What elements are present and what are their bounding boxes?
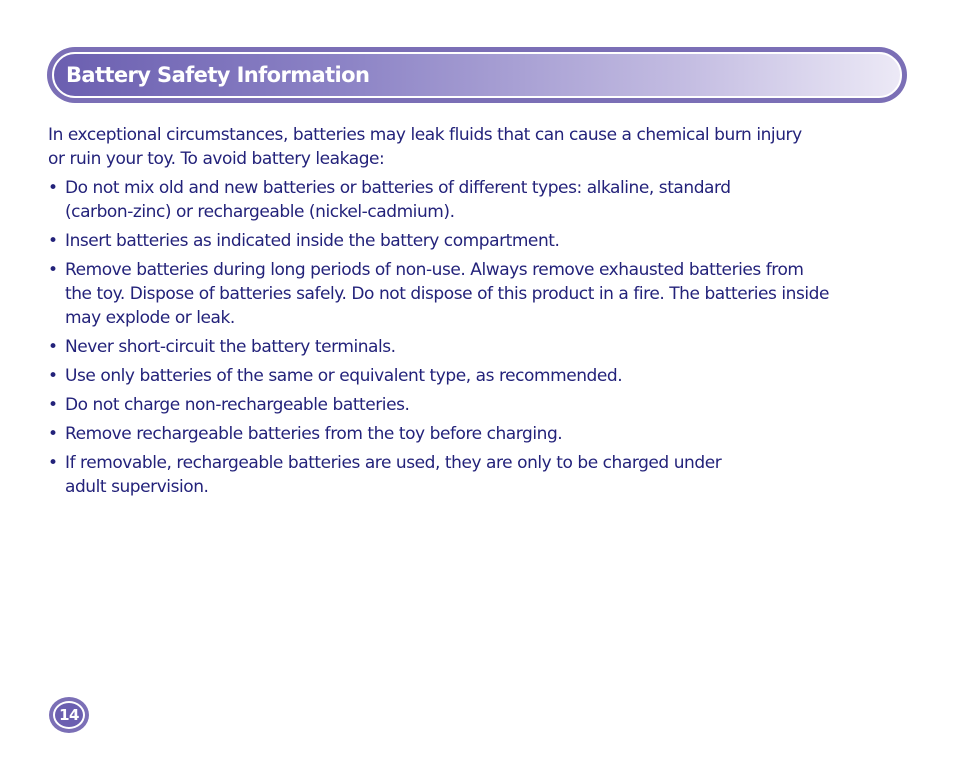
bullet-icon: •	[48, 395, 58, 415]
list-item-line: If removable, rechargeable batteries are used, they are only to be charged under	[65, 453, 722, 473]
list-item	[48, 176, 908, 224]
intro-line: or ruin your toy. To avoid battery leakage:	[48, 149, 385, 169]
list-item	[48, 393, 908, 417]
list-item-line: (carbon-zinc) or rechargeable (nickel-cadmium).	[65, 202, 455, 222]
bullet-icon: •	[48, 178, 58, 198]
list-item	[48, 364, 908, 388]
main-content	[48, 123, 908, 504]
bullet-icon: •	[48, 231, 58, 251]
list-item-line: Remove batteries during long periods of non-use. Always remove exhausted batteries from	[65, 260, 804, 280]
bullet-icon: •	[48, 453, 58, 473]
list-item-line: Never short-circuit the battery terminals.	[65, 337, 396, 357]
section-header-inner	[52, 52, 902, 98]
list-item-line: Insert batteries as indicated inside the battery compartment.	[65, 231, 560, 251]
section-title: Battery Safety Information	[66, 63, 370, 87]
list-item-line: Remove rechargeable batteries from the toy before charging.	[65, 424, 563, 444]
list-item	[48, 451, 908, 499]
list-item	[48, 422, 908, 446]
list-item-line: Use only batteries of the same or equivalent type, as recommended.	[65, 366, 623, 386]
list-item	[48, 335, 908, 359]
page-number-badge-inner	[53, 701, 85, 729]
section-header-bar	[47, 47, 907, 103]
list-item-line: the toy. Dispose of batteries safely. Do not dispose of this product in a fire. The batteries inside	[65, 284, 830, 304]
intro-paragraph	[48, 123, 908, 171]
bullet-icon: •	[48, 260, 58, 280]
bullet-icon: •	[48, 337, 58, 357]
intro-line: In exceptional circumstances, batteries may leak fluids that can cause a chemical burn injury	[48, 125, 802, 145]
list-item-line: Do not charge non-rechargeable batteries.	[65, 395, 410, 415]
list-item	[48, 258, 908, 330]
page-number: 14	[59, 706, 79, 724]
list-item-line: Do not mix old and new batteries or batteries of different types: alkaline, standard	[65, 178, 731, 198]
list-item	[48, 229, 908, 253]
list-item-line: may explode or leak.	[65, 308, 235, 328]
list-item-line: adult supervision.	[65, 477, 209, 497]
page-number-badge	[49, 697, 89, 733]
battery-safety-list	[48, 176, 908, 499]
bullet-icon: •	[48, 424, 58, 444]
bullet-icon: •	[48, 366, 58, 386]
